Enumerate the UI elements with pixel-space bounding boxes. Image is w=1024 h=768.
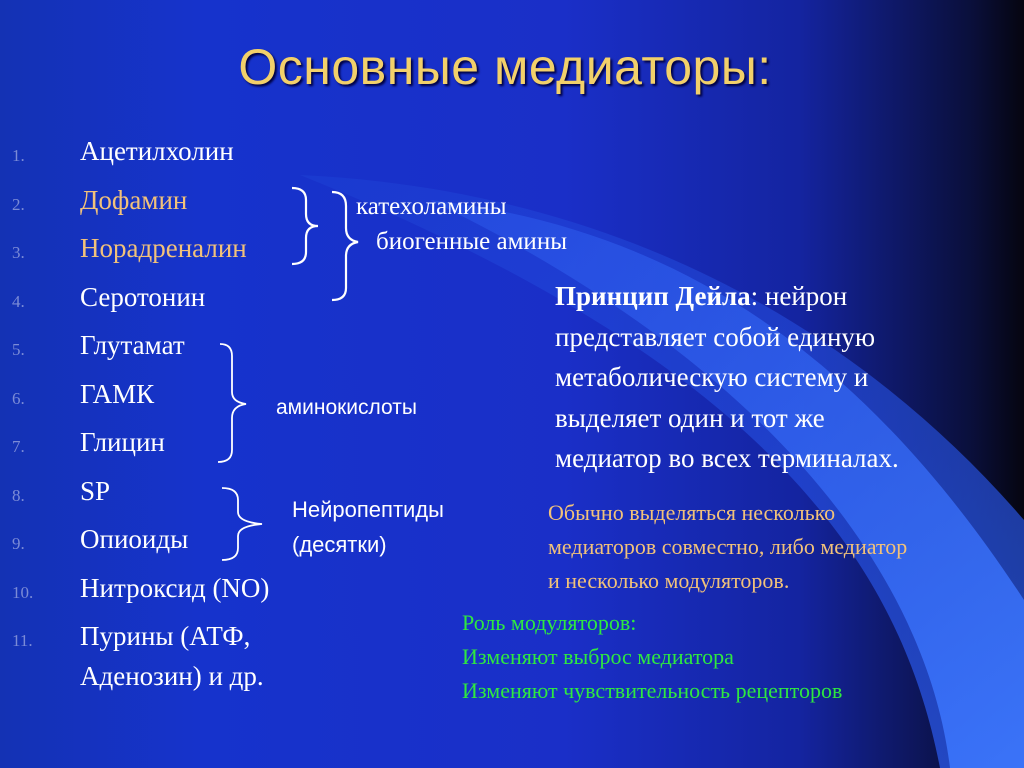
list-label: Нитроксид (NO) — [80, 572, 270, 603]
modulator-line: Изменяют выброс медиатора — [462, 644, 734, 669]
list-label: SP — [80, 475, 111, 506]
slide-title: Основные медиаторы: — [238, 39, 772, 95]
note-line: Обычно выделяться несколько — [548, 500, 836, 525]
list-label: Серотонин — [80, 281, 206, 312]
list-label: Глутамат — [80, 330, 185, 360]
modulator-role-note — [462, 606, 842, 708]
list-number: 4. — [12, 291, 25, 311]
list-label: ГАМК — [80, 378, 155, 409]
modulator-line: Роль модуляторов: — [462, 610, 637, 635]
list-label-continuation: Аденозин) и др. — [80, 661, 264, 691]
list-number: 2. — [12, 194, 25, 214]
list-label: Пурины (АТФ, — [80, 621, 251, 651]
dale-principle-text: : нейрон — [750, 281, 848, 311]
list-number: 8. — [12, 485, 25, 505]
list-label: Опиоиды — [80, 524, 189, 554]
list-label: Дофамин — [80, 184, 188, 215]
modulator-line: Изменяют чувствительность рецепторов — [462, 678, 843, 703]
list-number: 9. — [12, 534, 25, 553]
catecholamines-label: катехоламины — [356, 193, 507, 220]
co-release-note — [548, 496, 907, 598]
biogenic-amines-label: биогенные амины — [376, 228, 567, 255]
neuropeptides-label: Нейропептиды — [292, 497, 444, 522]
list-label: Норадреналин — [80, 233, 247, 263]
dale-principle-line: метаболическую систему и — [555, 362, 869, 392]
list-label: Глицин — [80, 427, 165, 457]
dale-principle-line: представляет собой единую — [555, 321, 876, 352]
dale-principle-line — [555, 276, 1015, 317]
list-number: 1. — [12, 146, 25, 165]
note-line: медиаторов совместно, либо медиатор — [548, 534, 908, 559]
amino-acids-label: аминокислоты — [276, 396, 417, 419]
list-number: 5. — [12, 340, 25, 359]
list-label: Ацетилхолин — [80, 136, 234, 166]
dale-principle — [555, 276, 1015, 479]
dale-principle-line: медиатор во всех терминалах. — [555, 443, 899, 473]
list-number: 6. — [12, 388, 25, 408]
list-number: 7. — [12, 437, 25, 456]
dale-principle-line: выделяет один и тот же — [555, 402, 825, 433]
list-number: 10. — [12, 582, 34, 602]
neuropeptides-count-label: (десятки) — [292, 532, 387, 557]
list-number: 11. — [12, 631, 33, 650]
note-line: и несколько модуляторов. — [548, 568, 790, 593]
list-number: 3. — [12, 243, 25, 262]
dale-principle-term: Принцип Дейла — [555, 281, 751, 311]
